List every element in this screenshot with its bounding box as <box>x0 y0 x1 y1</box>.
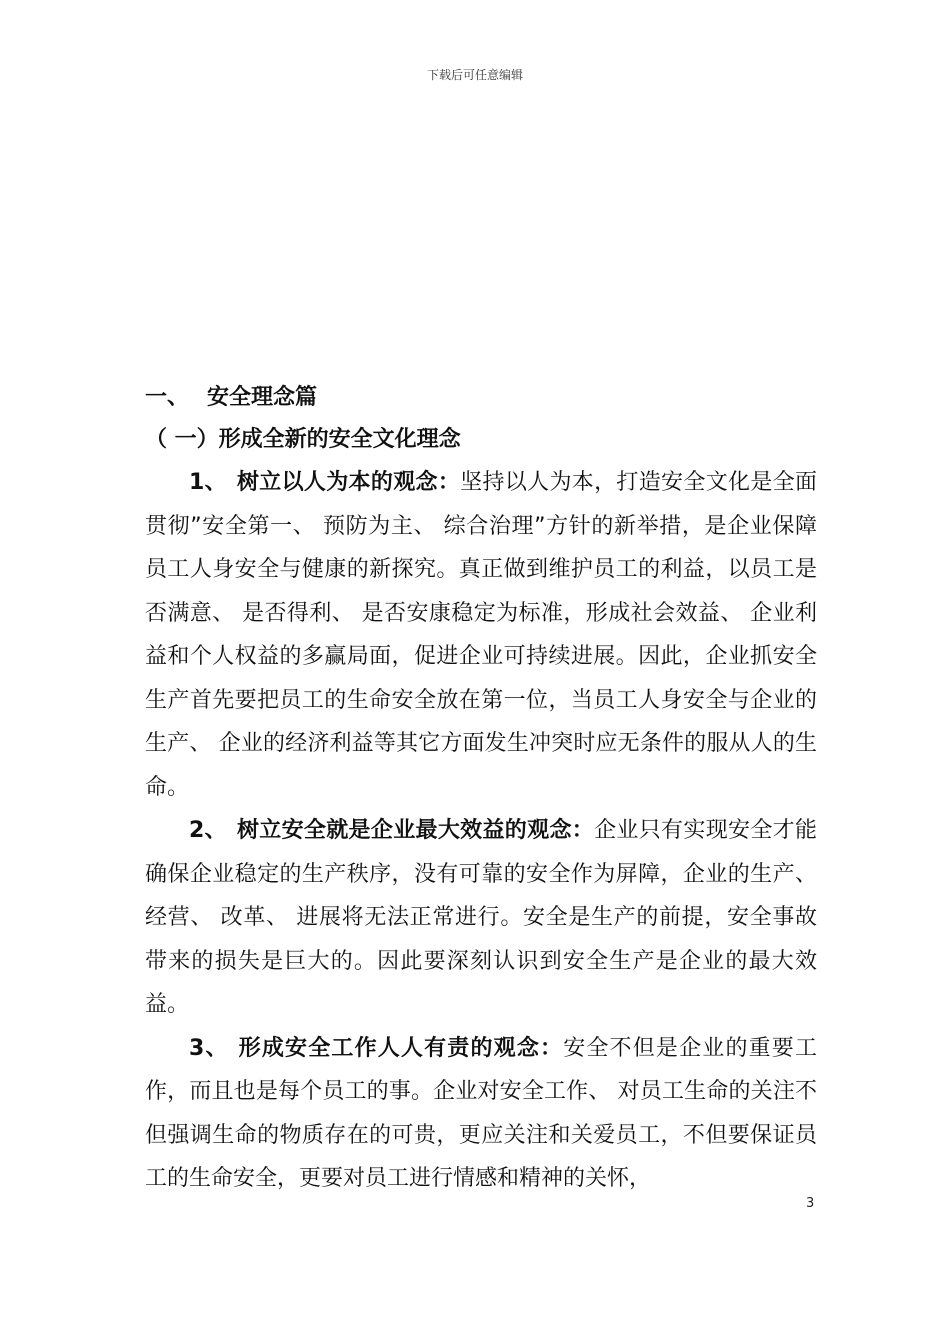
paragraph-number: 1、 <box>189 470 227 495</box>
subsection-title: （ 一）形成全新的安全文化理念 <box>145 427 461 452</box>
paragraph-3 <box>145 1027 817 1201</box>
section-title: 安全理念篇 <box>207 385 318 410</box>
section-heading <box>145 377 817 419</box>
paragraph-title: 形成安全工作人人有责的观念： <box>238 1035 564 1061</box>
paragraph-number: 3、 <box>189 1035 229 1061</box>
page-header: 下载后可任意编辑 <box>426 68 523 82</box>
paragraph-body: 坚持以人为本，打造安全文化是全面贯彻”安全第一、 预防为主、 综合治理”方针的新举措，是企业保障员工人身安全与健康的新探究。真正做到维护员工的利益，以员工是否满意、 是否得利、 是否安康稳定为标准，形成社会效益、 企业利益和个人权益的多赢局面，促进企业可持续进展。因此，企业抓安全生产首先要把员工的生命安全放在第一位，当员工人身安全与企业的生产、 企业的经济利益等其它方面发生冲突时应无条件的服从人的生命。 <box>145 470 817 800</box>
paragraph-title: 树立以人为本的观念： <box>236 470 461 495</box>
paragraph-2 <box>145 809 817 1027</box>
section-number: 一、 <box>145 385 190 410</box>
paragraph-number: 2、 <box>189 818 227 843</box>
paragraph-1 <box>145 461 817 809</box>
page-number: 3 <box>806 1196 815 1211</box>
paragraph-body: 企业只有实现安全才能确保企业稳定的生产秩序，没有可靠的安全作为屏障，企业的生产、 经营、 改革、 进展将无法正常进行。安全是生产的前提，安全事故带来的损失是巨大的。因此要深刻认识到安全生产是企业的最大效益。 <box>145 818 817 1017</box>
paragraph-body: 安全不但是企业的重要工作，而且也是每个员工的事。企业对安全工作、 对员工生命的关注不但强调生命的物质存在的可贵，更应关注和关爱员工，不但要保证员工的生命安全，更要对员工进行情感和精神的关怀， <box>145 1035 817 1191</box>
paragraph-title: 树立安全就是企业最大效益的观念： <box>236 818 595 843</box>
document-body <box>145 377 817 1201</box>
subsection-heading <box>145 419 817 461</box>
